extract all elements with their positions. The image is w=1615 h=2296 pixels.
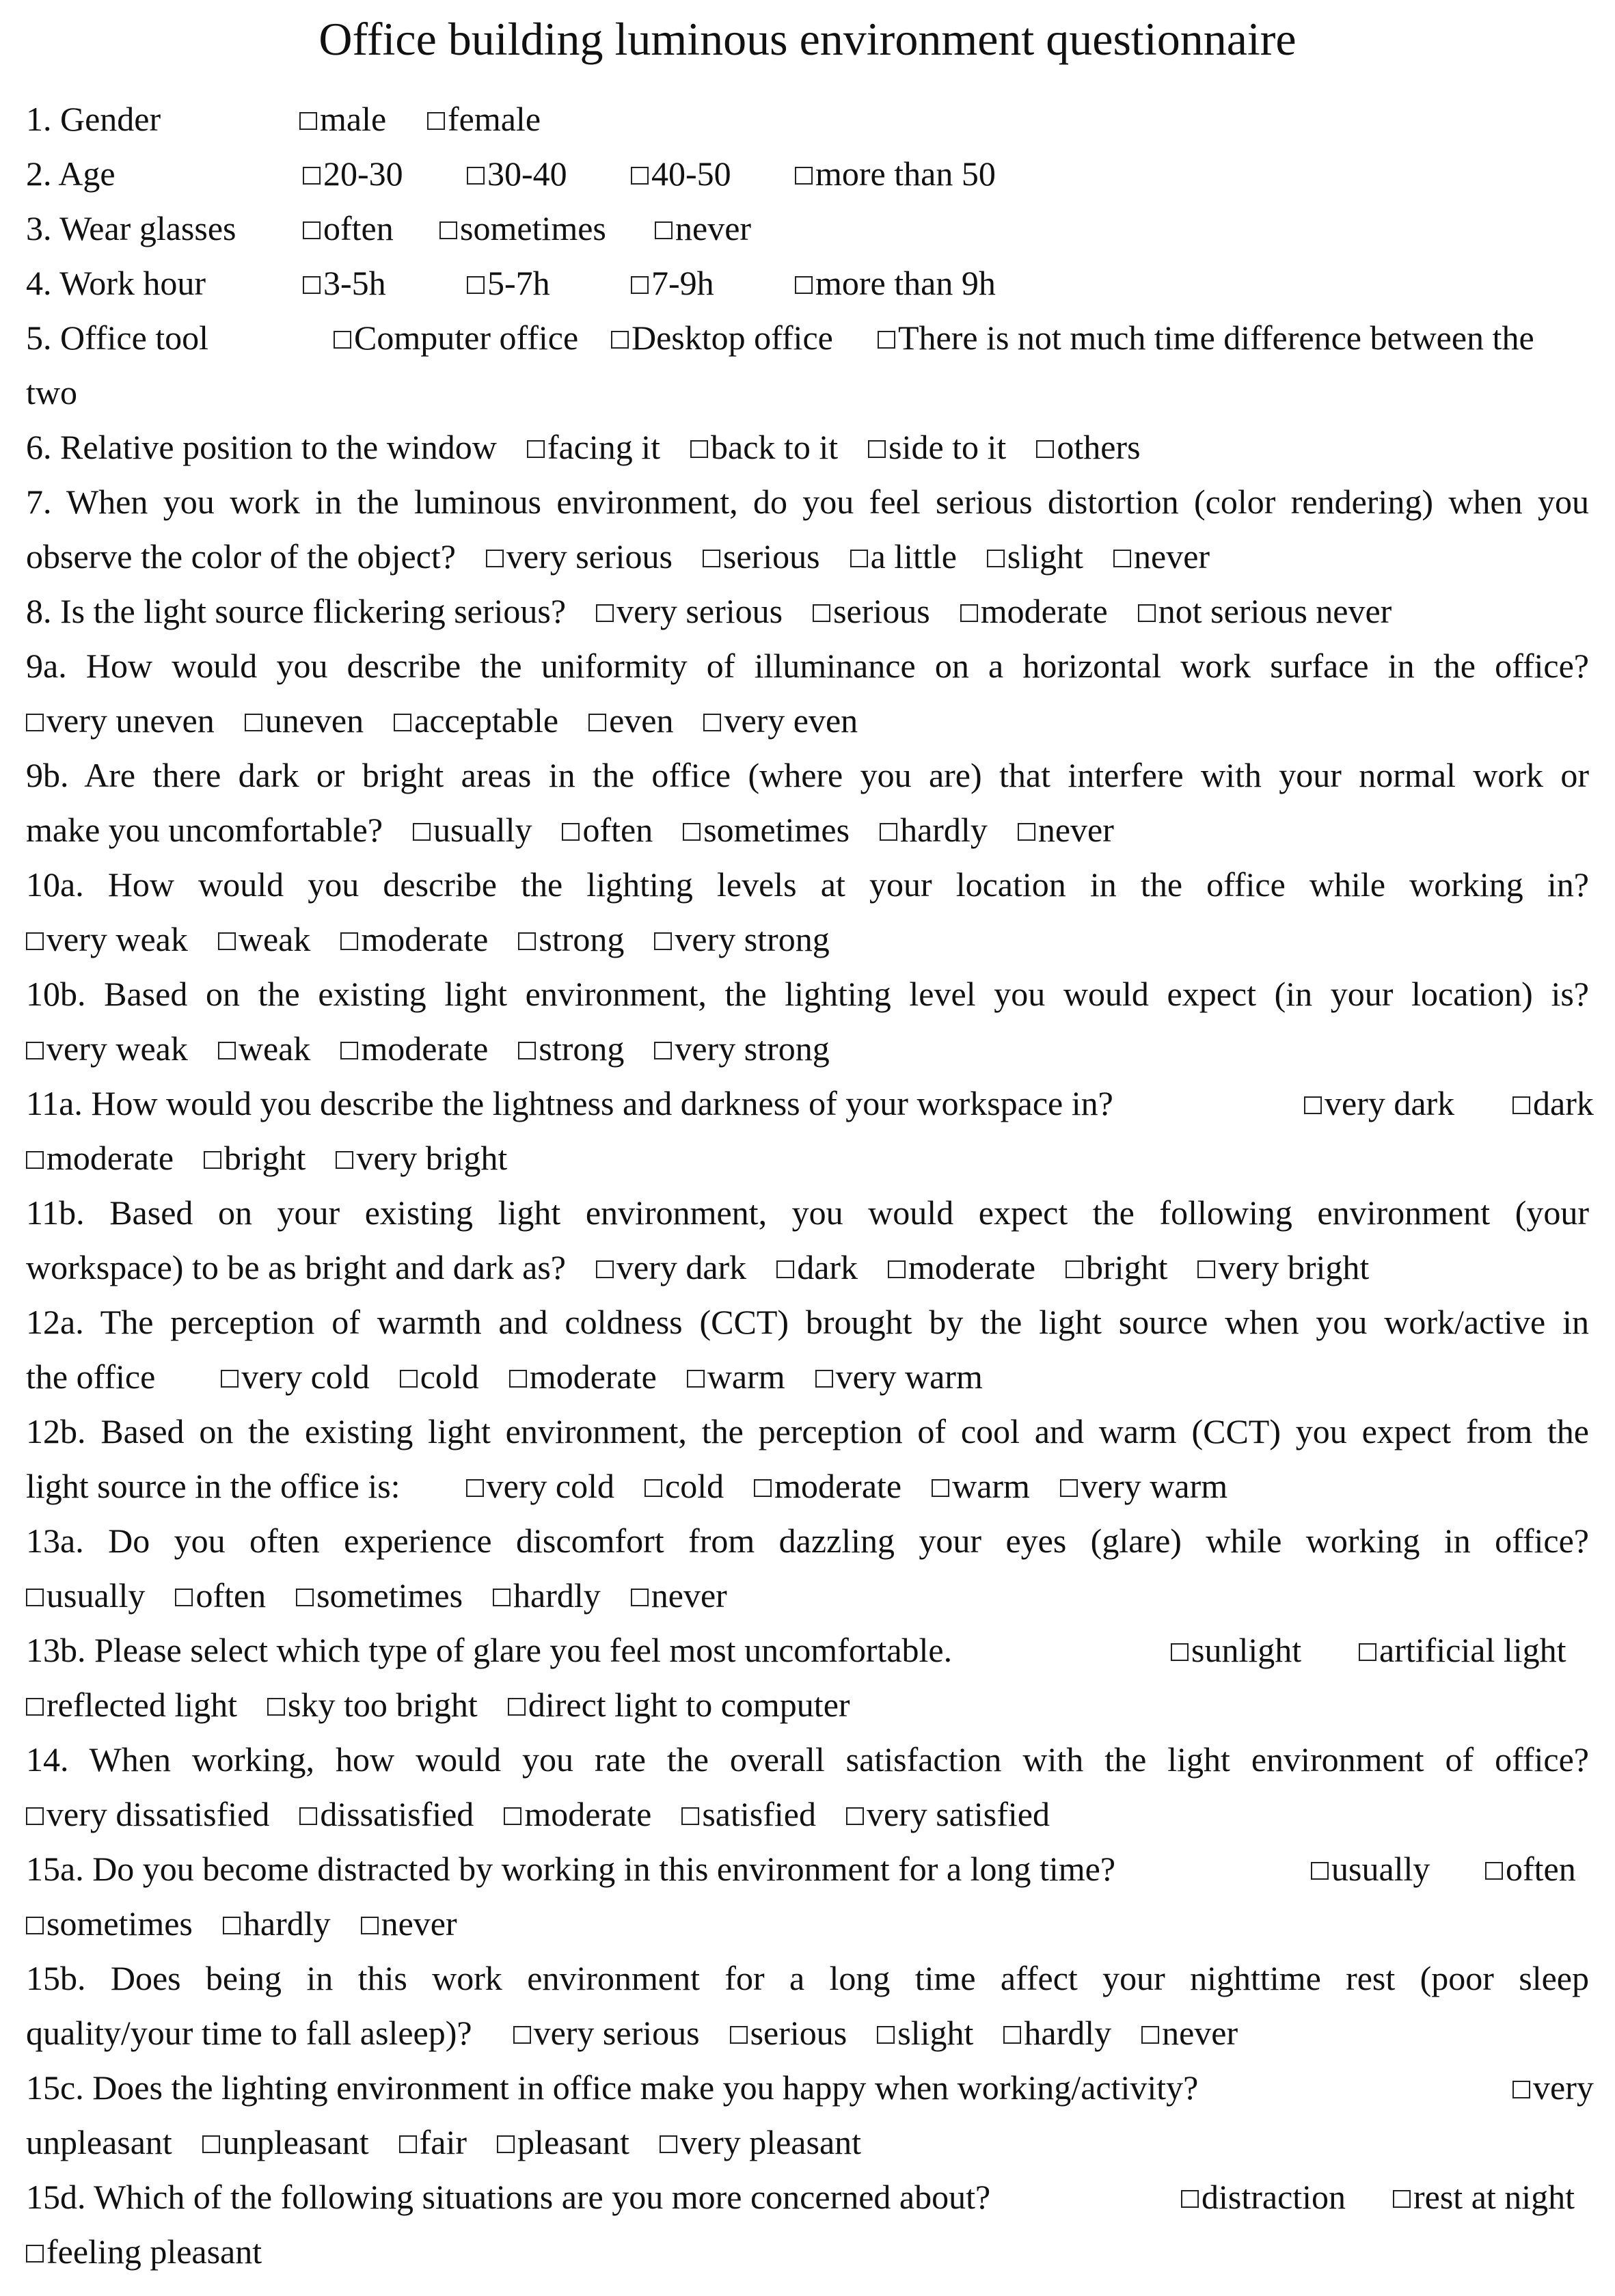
option[interactable]: side to it [868, 420, 1006, 474]
question-12b-options [26, 1459, 1589, 1513]
option[interactable]: even [588, 693, 673, 748]
question-label: the office [26, 1358, 156, 1396]
checkbox[interactable] [26, 1807, 44, 1825]
checkbox[interactable] [267, 1698, 285, 1716]
question-15b-text: 15b. Does being in this work environment for a long time affect your nighttime rest (poor sleep [26, 1959, 1589, 1997]
checkbox[interactable] [795, 276, 813, 294]
option[interactable]: very [1512, 2060, 1594, 2115]
option[interactable]: often [1485, 1841, 1576, 1896]
option[interactable]: very serious [513, 2005, 700, 2060]
checkbox[interactable] [683, 823, 701, 841]
checkbox[interactable] [690, 440, 708, 458]
option[interactable]: slight [987, 529, 1083, 584]
option[interactable]: direct light to computer [508, 1677, 850, 1732]
option[interactable]: very even [703, 693, 858, 748]
question-15a-options [26, 1896, 1589, 1951]
option[interactable]: warm [687, 1349, 785, 1404]
option[interactable]: female [427, 92, 541, 146]
question-label: 3. Wear glasses [26, 209, 236, 247]
option[interactable]: 30-40 [467, 146, 567, 201]
option[interactable]: uneven [245, 693, 364, 748]
option[interactable]: very bright [336, 1131, 507, 1185]
checkbox[interactable] [513, 2026, 531, 2044]
checkbox[interactable] [644, 1479, 662, 1497]
option[interactable]: very weak [26, 912, 188, 967]
question-14-text: 14. When working, how would you rate the overall satisfaction with the light environment of office? [26, 1740, 1589, 1779]
question-10a-text: 10a. How would you describe the lighting levels at your location in the office while working in? [26, 865, 1589, 904]
question-label: 15a. Do you become distracted by working in this environment for a long time? [26, 1850, 1116, 1888]
option[interactable]: strong [518, 912, 624, 967]
option[interactable]: very uneven [26, 693, 215, 748]
checkbox[interactable] [1066, 1260, 1083, 1278]
option[interactable]: moderate [504, 1787, 651, 1841]
checkbox[interactable] [562, 823, 580, 841]
checkbox[interactable] [399, 2135, 417, 2153]
checkbox[interactable] [932, 1479, 949, 1497]
option[interactable]: There is not much time difference between the [878, 310, 1534, 365]
checkbox[interactable] [795, 167, 813, 185]
checkbox[interactable] [427, 112, 445, 130]
checkbox[interactable] [654, 1042, 672, 1059]
checkbox[interactable] [26, 1589, 44, 1606]
question-10b-text: 10b. Based on the existing light environment, the lighting level you would expect (in your location) is? [26, 975, 1589, 1013]
checkbox[interactable] [868, 440, 886, 458]
checkbox[interactable] [888, 1260, 906, 1278]
option[interactable]: rest at night [1393, 2170, 1575, 2224]
question-label: 8. Is the light source flickering serious? [26, 592, 567, 630]
checkbox[interactable] [611, 331, 629, 349]
question-label: observe the color of the object? [26, 537, 456, 576]
checkbox[interactable] [299, 112, 317, 130]
question-13a-options [26, 1568, 1589, 1623]
checkbox[interactable] [1304, 1096, 1322, 1114]
checkbox[interactable] [631, 167, 649, 185]
option[interactable]: very pleasant [660, 2115, 861, 2170]
question-2 [26, 146, 1589, 201]
question-label: 15c. Does the lighting environment in office make you happy when working/activity? [26, 2068, 1199, 2107]
checkbox[interactable] [1036, 440, 1054, 458]
checkbox[interactable] [1113, 550, 1131, 567]
option[interactable]: sometimes [296, 1568, 463, 1623]
question-label: 13b. Please select which type of glare you feel most uncomfortable. [26, 1631, 953, 1669]
option[interactable]: male [299, 92, 386, 146]
checkbox[interactable] [497, 2135, 515, 2153]
option[interactable]: more than 50 [795, 146, 996, 201]
checkbox[interactable] [596, 1260, 614, 1278]
question-9b-options [26, 802, 1589, 857]
checkbox[interactable] [26, 1151, 44, 1169]
question-label: 6. Relative position to the window [26, 428, 497, 466]
question-label: workspace) to be as bright and dark as? [26, 1248, 566, 1286]
option[interactable]: very cold [466, 1459, 614, 1513]
option[interactable]: often [303, 201, 394, 256]
question-13a-text: 13a. Do you often experience discomfort from dazzling your eyes (glare) while working in office? [26, 1522, 1589, 1560]
option[interactable]: dark [776, 1240, 858, 1295]
question-5 [26, 310, 1589, 365]
option[interactable]: Computer office [334, 310, 578, 365]
option[interactable]: very weak [26, 1021, 188, 1076]
option[interactable]: moderate [509, 1349, 657, 1404]
option[interactable]: moderate [960, 584, 1108, 638]
checkbox[interactable] [960, 604, 978, 622]
checkbox[interactable] [987, 550, 1005, 567]
checkbox[interactable] [1197, 1260, 1215, 1278]
checkbox[interactable] [26, 2245, 44, 2263]
question-label: 2. Age [26, 154, 116, 193]
option[interactable]: 7-9h [631, 256, 714, 310]
checkbox[interactable] [218, 1042, 236, 1059]
checkbox[interactable] [1138, 604, 1156, 622]
option[interactable]: usually [413, 802, 532, 857]
option[interactable]: moderate [26, 1131, 174, 1185]
checkbox[interactable] [303, 221, 321, 239]
question-5-continued [26, 365, 1589, 420]
question-13b [26, 1623, 1589, 1677]
option[interactable]: acceptable [394, 693, 558, 748]
question-9a-text: 9a. How would you describe the uniformity of illuminance on a horizontal work surface in the office? [26, 647, 1589, 685]
checkbox[interactable] [681, 1807, 699, 1825]
option[interactable]: bright [204, 1131, 306, 1185]
checkbox[interactable] [1060, 1479, 1078, 1497]
checkbox[interactable] [655, 221, 673, 239]
checkbox[interactable] [26, 1698, 44, 1716]
checkbox[interactable] [880, 823, 897, 841]
checkbox[interactable] [26, 1042, 44, 1059]
option[interactable]: strong [518, 1021, 624, 1076]
option[interactable]: moderate [754, 1459, 901, 1513]
checkbox[interactable] [467, 276, 485, 294]
question-label: 15d. Which of the following situations are you more concerned about? [26, 2178, 991, 2216]
checkbox[interactable] [303, 276, 321, 294]
option[interactable]: never [1113, 529, 1210, 584]
option[interactable]: cold [400, 1349, 479, 1404]
option[interactable]: a little [850, 529, 957, 584]
question-4 [26, 256, 1589, 310]
checkbox[interactable] [1393, 2190, 1411, 2208]
question-9b-text: 9b. Are there dark or bright areas in the office (where you are) that interfere with your normal work or [26, 756, 1589, 794]
option[interactable]: dissatisfied [299, 1787, 474, 1841]
checkbox[interactable] [466, 1479, 484, 1497]
checkbox[interactable] [467, 167, 485, 185]
question-10b-options [26, 1021, 1589, 1076]
checkbox[interactable] [303, 167, 321, 185]
option[interactable]: serious [703, 529, 820, 584]
checkbox[interactable] [631, 1589, 649, 1606]
option[interactable]: sometimes [439, 201, 606, 256]
checkbox[interactable] [518, 932, 536, 950]
checkbox[interactable] [730, 2026, 748, 2044]
option[interactable]: very strong [654, 1021, 829, 1076]
question-label: 5. Office tool [26, 319, 209, 357]
option[interactable]: not serious never [1138, 584, 1392, 638]
question-label: quality/your time to fall asleep)? [26, 2014, 472, 2052]
option[interactable]: never [655, 201, 751, 256]
checkbox[interactable] [815, 1370, 833, 1388]
question-11a [26, 1076, 1594, 1131]
question-15d-options [26, 2224, 1589, 2279]
option[interactable]: fair [399, 2115, 467, 2170]
checkbox[interactable] [1141, 2026, 1159, 2044]
option[interactable]: slight [877, 2005, 973, 2060]
question-12a-options [26, 1349, 1589, 1404]
option[interactable]: never [1018, 802, 1114, 857]
option[interactable]: serious [813, 584, 930, 638]
option[interactable]: warm [932, 1459, 1030, 1513]
checkbox[interactable] [26, 714, 44, 731]
option[interactable]: usually [26, 1568, 145, 1623]
checkbox[interactable] [631, 276, 649, 294]
checkbox[interactable] [509, 1370, 527, 1388]
checkbox[interactable] [1359, 1643, 1376, 1661]
checkbox[interactable] [1512, 2081, 1530, 2098]
option[interactable]: often [175, 1568, 266, 1623]
option[interactable]: unpleasant [202, 2115, 369, 2170]
option[interactable]: very cold [221, 1349, 369, 1404]
checkbox[interactable] [588, 714, 606, 731]
question-15b-options [26, 2005, 1589, 2060]
option[interactable]: others [1036, 420, 1140, 474]
option[interactable]: satisfied [681, 1787, 816, 1841]
option[interactable]: often [562, 802, 653, 857]
continued-text: two [26, 373, 77, 411]
question-10a-options [26, 912, 1589, 967]
checkbox[interactable] [1512, 1096, 1530, 1114]
checkbox[interactable] [221, 1370, 239, 1388]
checkbox[interactable] [654, 932, 672, 950]
checkbox[interactable] [26, 1917, 44, 1934]
checkbox[interactable] [504, 1807, 521, 1825]
question-1 [26, 92, 1589, 146]
option[interactable]: 3-5h [303, 256, 386, 310]
checkbox[interactable] [245, 714, 262, 731]
checkbox[interactable] [813, 604, 830, 622]
option[interactable]: very strong [654, 912, 829, 967]
checkbox[interactable] [660, 2135, 677, 2153]
option[interactable]: very satisfied [846, 1787, 1050, 1841]
question-15a [26, 1841, 1589, 1896]
option[interactable]: distraction [1181, 2170, 1346, 2224]
option[interactable]: never [631, 1568, 727, 1623]
question-15c [26, 2060, 1594, 2115]
checkbox[interactable] [223, 1917, 241, 1934]
checkbox[interactable] [776, 1260, 794, 1278]
option[interactable]: very dissatisfied [26, 1787, 269, 1841]
option[interactable]: hardly [880, 802, 988, 857]
option[interactable]: sunlight [1171, 1623, 1301, 1677]
option[interactable]: moderate [340, 1021, 488, 1076]
question-label: make you uncomfortable? [26, 811, 383, 849]
question-14-options [26, 1787, 1589, 1841]
question-11b-text: 11b. Based on your existing light environment, you would expect the following environment (your [26, 1193, 1589, 1232]
checkbox[interactable] [754, 1479, 772, 1497]
checkbox[interactable] [1171, 1643, 1189, 1661]
question-8 [26, 584, 1589, 638]
option-continued: unpleasant [26, 2123, 172, 2161]
checkbox[interactable] [518, 1042, 536, 1059]
option[interactable]: hardly [1003, 2005, 1111, 2060]
checkbox[interactable] [596, 604, 614, 622]
checkbox[interactable] [1181, 2190, 1199, 2208]
question-label: 1. Gender [26, 100, 161, 138]
option[interactable]: Desktop office [611, 310, 833, 365]
checkbox[interactable] [296, 1589, 314, 1606]
option[interactable]: serious [730, 2005, 847, 2060]
question-11a-options [26, 1131, 1589, 1185]
checkbox[interactable] [508, 1698, 526, 1716]
checkbox[interactable] [336, 1151, 353, 1169]
question-11b-options [26, 1240, 1589, 1295]
question-15c-options [26, 2115, 1589, 2170]
checkbox[interactable] [687, 1370, 705, 1388]
checkbox[interactable] [400, 1370, 418, 1388]
checkbox[interactable] [340, 932, 358, 950]
checkbox[interactable] [527, 440, 545, 458]
question-label: light source in the office is: [26, 1467, 401, 1505]
option[interactable]: sky too bright [267, 1677, 478, 1732]
checkbox[interactable] [299, 1807, 317, 1825]
option[interactable]: cold [644, 1459, 724, 1513]
checkbox[interactable] [493, 1589, 511, 1606]
option[interactable]: moderate [340, 912, 488, 967]
question-label: 11a. How would you describe the lightness and darkness of your workspace in? [26, 1084, 1113, 1122]
option[interactable]: very dark [1304, 1076, 1454, 1131]
checkbox[interactable] [413, 823, 431, 841]
checkbox[interactable] [703, 550, 720, 567]
checkbox[interactable] [877, 2026, 895, 2044]
checkbox[interactable] [439, 221, 457, 239]
question-7-text: 7. When you work in the luminous environment, do you feel serious distortion (color rendering) when you [26, 483, 1589, 521]
question-12b-text: 12b. Based on the existing light environment, the perception of cool and warm (CCT) you expect from the [26, 1412, 1589, 1450]
option[interactable]: hardly [493, 1568, 601, 1623]
checkbox[interactable] [1003, 2026, 1021, 2044]
checkbox[interactable] [850, 550, 868, 567]
question-7-options [26, 529, 1589, 584]
option[interactable]: reflected light [26, 1677, 237, 1732]
question-13b-options [26, 1677, 1589, 1732]
option[interactable]: bright [1066, 1240, 1167, 1295]
checkbox[interactable] [175, 1589, 193, 1606]
page-title: Office building luminous environment questionnaire [318, 13, 1297, 65]
checkbox[interactable] [361, 1917, 379, 1934]
question-6 [26, 420, 1589, 474]
option[interactable]: 40-50 [631, 146, 731, 201]
option[interactable]: moderate [888, 1240, 1035, 1295]
checkbox[interactable] [1311, 1862, 1329, 1880]
option[interactable]: back to it [690, 420, 838, 474]
checkbox[interactable] [202, 2135, 220, 2153]
option[interactable]: dark [1512, 1076, 1594, 1131]
question-label: 4. Work hour [26, 264, 206, 302]
option[interactable]: very warm [1060, 1459, 1227, 1513]
option[interactable]: very dark [596, 1240, 746, 1295]
question-9a-options [26, 693, 1589, 748]
question-15d [26, 2170, 1589, 2224]
checkbox[interactable] [218, 932, 236, 950]
option[interactable]: pleasant [497, 2115, 629, 2170]
checkbox[interactable] [394, 714, 411, 731]
checkbox[interactable] [26, 932, 44, 950]
option[interactable]: never [1141, 2005, 1238, 2060]
checkbox[interactable] [878, 331, 895, 349]
question-3 [26, 201, 1589, 256]
option[interactable]: never [361, 1896, 457, 1951]
checkbox[interactable] [1018, 823, 1035, 841]
option[interactable]: feeling pleasant [26, 2224, 262, 2279]
option[interactable]: more than 9h [795, 256, 996, 310]
option[interactable]: 5-7h [467, 256, 550, 310]
option[interactable]: weak [218, 1021, 311, 1076]
option[interactable]: sometimes [26, 1896, 193, 1951]
option[interactable]: very serious [486, 529, 673, 584]
option[interactable]: very warm [815, 1349, 983, 1404]
option[interactable]: weak [218, 912, 311, 967]
checkbox[interactable] [340, 1042, 358, 1059]
checkbox[interactable] [204, 1151, 221, 1169]
checkbox[interactable] [703, 714, 721, 731]
option[interactable]: 20-30 [303, 146, 403, 201]
option[interactable]: very serious [596, 584, 783, 638]
option[interactable]: hardly [223, 1896, 331, 1951]
checkbox[interactable] [334, 331, 351, 349]
question-12a-text: 12a. The perception of warmth and coldness (CCT) brought by the light source when you work/active in [26, 1303, 1589, 1341]
option[interactable]: sometimes [683, 802, 850, 857]
option[interactable]: artificial light [1359, 1623, 1566, 1677]
option[interactable]: very bright [1197, 1240, 1369, 1295]
checkbox[interactable] [1485, 1862, 1503, 1880]
option[interactable]: facing it [527, 420, 660, 474]
option[interactable]: usually [1311, 1841, 1430, 1896]
checkbox[interactable] [486, 550, 504, 567]
checkbox[interactable] [846, 1807, 864, 1825]
